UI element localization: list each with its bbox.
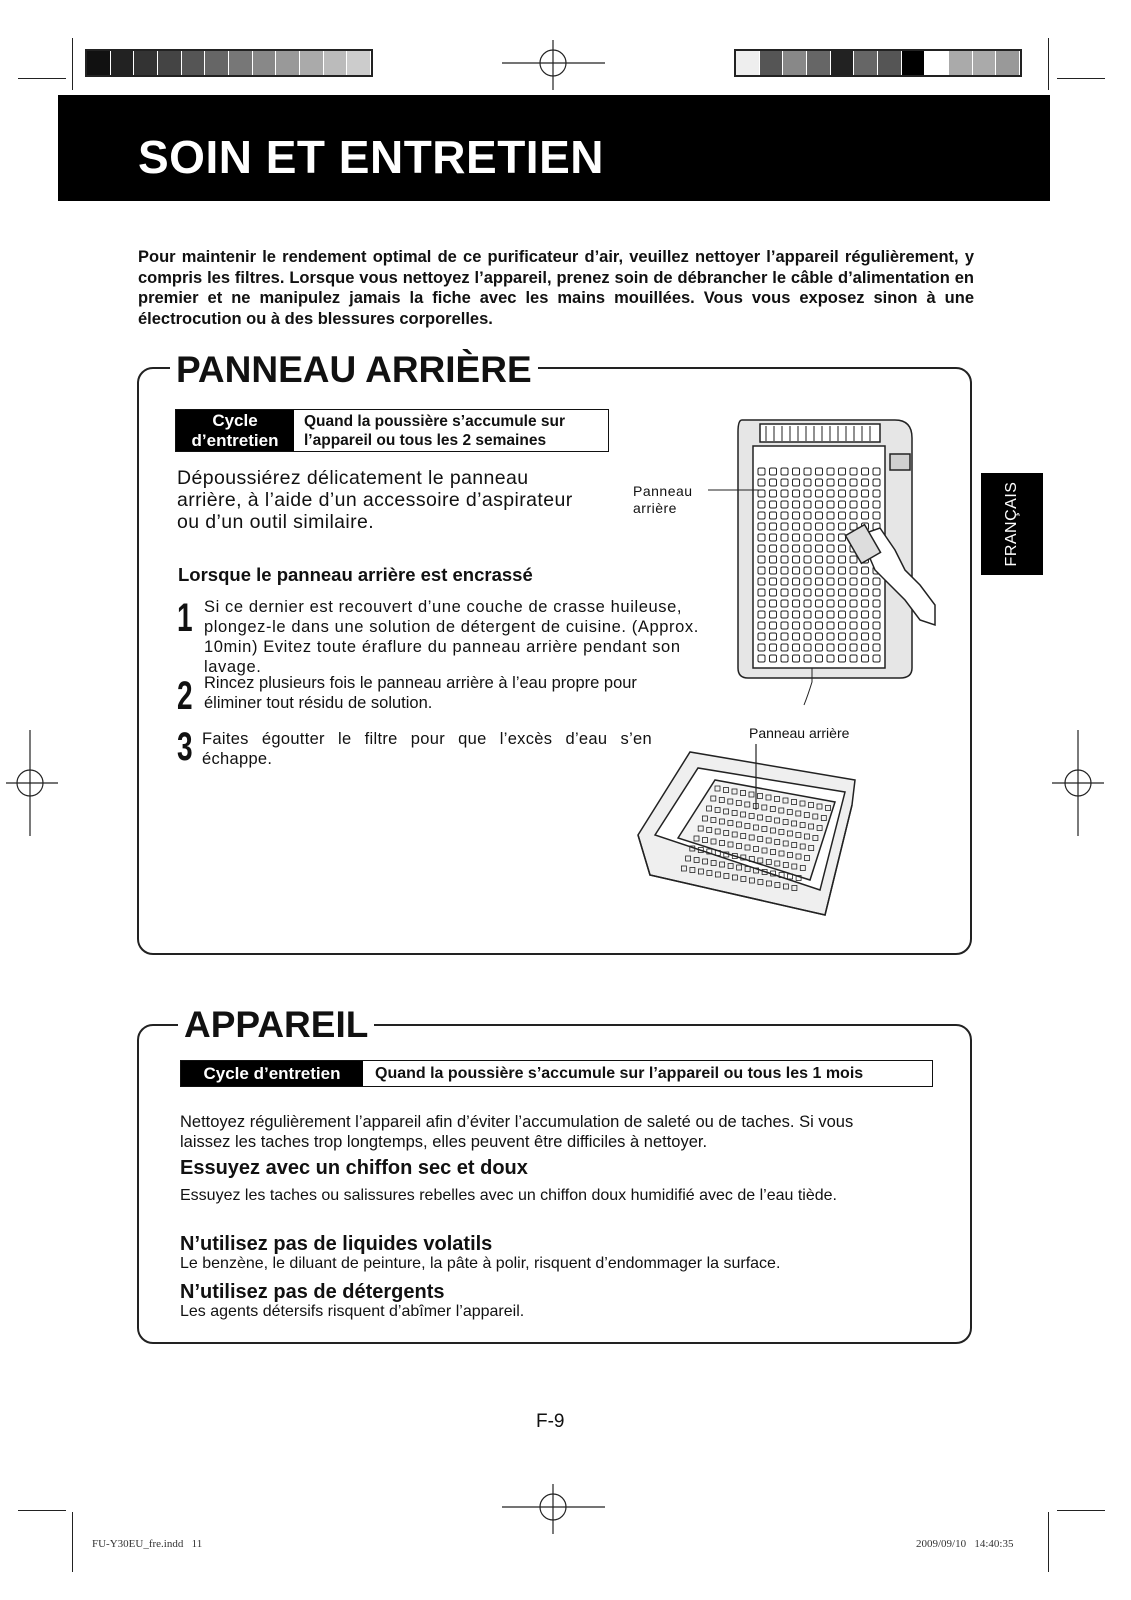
panel-description: Dépoussiérez délicatement le panneau arrière, à l’aide d’un accessoire d’aspirateur ou d’un outil similaire. [177, 467, 573, 533]
color-bar-left-swatch [158, 51, 182, 75]
color-bar-right-swatch [902, 51, 926, 75]
color-bar-right-swatch [807, 51, 831, 75]
color-bar-left-swatch [87, 51, 111, 75]
device-label: Panneau arrière [633, 483, 693, 516]
device-intro: Nettoyez régulièrement l’appareil afin d’éviter l’accumulation de saleté ou de taches. Si vous laissez les taches trop longtemps, elles peuvent être difficiles à nettoyer. [180, 1113, 854, 1151]
device-item-1-text: Essuyez les taches ou salissures rebelles avec un chiffon doux humidifié avec de l’eau tiède. [180, 1187, 837, 1204]
color-bar-left-swatch [253, 51, 277, 75]
timestamp: 2009/09/10 14:40:35 [916, 1538, 1014, 1550]
color-bar-right-swatch [736, 51, 760, 75]
color-bar-right-swatch [760, 51, 784, 75]
color-bar-left-swatch [324, 51, 348, 75]
language-tab [981, 473, 1043, 575]
purifier-rear-illustration [700, 410, 950, 710]
intro-text: Pour maintenir le rendement optimal de ce purificateur d’air, veuillez nettoyer l’appareil régulièrement, y compris les filtres. Lorsque vous nettoyez l’appareil, prenez soin de débrancher le câble d’alimentation en premier et ne manipulez jamais la fiche avec les mains mouillées. Vous vous exposez sinon à une électrocution ou à des blessures corporelles. [138, 248, 974, 328]
device-item-2-text: Le benzène, le diluant de peinture, la pâte à polir, risquent d’endommager la surface. [180, 1255, 781, 1272]
color-bar-right-swatch [854, 51, 878, 75]
color-bar-left-swatch [182, 51, 206, 75]
color-bar-left-swatch [134, 51, 158, 75]
device-cycle-value: Quand la poussière s’accumule sur l’appareil ou tous les 1 mois [363, 1061, 932, 1086]
step-3-text: Faites égoutter le filtre pour que l’excès d’eau s’en échappe. [202, 730, 652, 768]
color-bar-left-swatch [229, 51, 253, 75]
file-name: FU-Y30EU_fre.indd 11 [92, 1538, 203, 1550]
panel-cycle-box [175, 409, 609, 452]
color-bar-left-swatch [300, 51, 324, 75]
page-title: SOIN ET ENTRETIEN [138, 131, 604, 183]
step-1-number: 1 [177, 596, 193, 640]
device-item-1-heading: Essuyez avec un chiffon sec et doux [180, 1157, 528, 1179]
color-bar-right-swatch [783, 51, 807, 75]
tray-illustration [630, 740, 870, 940]
device-section-title: APPAREIL [178, 1005, 374, 1045]
color-bar-right-swatch [925, 51, 949, 75]
device-item-3-heading: N’utilisez pas de détergents [180, 1281, 445, 1303]
color-bar-left-swatch [276, 51, 300, 75]
color-bar-left-swatch [347, 51, 371, 75]
title-bar [58, 95, 1050, 201]
step-2-text: Rincez plusieurs fois le panneau arrière à l’eau propre pour éliminer tout résidu de solution. [204, 674, 637, 712]
color-bar-right-swatch [996, 51, 1020, 75]
page-number: F-9 [536, 1411, 565, 1432]
color-bar-right-swatch [949, 51, 973, 75]
panel-section-title: PANNEAU ARRIÈRE [170, 350, 538, 390]
color-bar-left-swatch [111, 51, 135, 75]
panel-subheading: Lorsque le panneau arrière est encrassé [178, 564, 533, 585]
step-1-text: Si ce dernier est recouvert d’une couche de crasse huileuse, plongez-le dans une solution de détergent de cuisine. (Approx. 10min) Evitez toute éraflure du panneau arrière pendant son lavage. [204, 598, 699, 676]
color-bar-right-swatch [878, 51, 902, 75]
color-bar-right-swatch [831, 51, 855, 75]
language-label: FRANÇAIS [1003, 481, 1020, 567]
device-cycle-label: Cycle d’entretien [181, 1061, 363, 1086]
tray-label: Panneau arrière [749, 725, 850, 741]
step-2-number: 2 [177, 674, 193, 718]
step-3-number: 3 [177, 725, 193, 769]
color-bar-left [85, 49, 373, 77]
color-bar-right-swatch [973, 51, 997, 75]
device-item-2-heading: N’utilisez pas de liquides volatils [180, 1233, 493, 1255]
device-item-3-text: Les agents détersifs risquent d’abîmer l’appareil. [180, 1303, 525, 1320]
color-bar-right [734, 49, 1022, 77]
panel-cycle-value: Quand la poussière s’accumule sur l’appareil ou tous les 2 semaines [294, 410, 608, 451]
color-bar-left-swatch [205, 51, 229, 75]
device-cycle-box [180, 1060, 933, 1087]
panel-cycle-label: Cycle d’entretien [176, 410, 294, 451]
